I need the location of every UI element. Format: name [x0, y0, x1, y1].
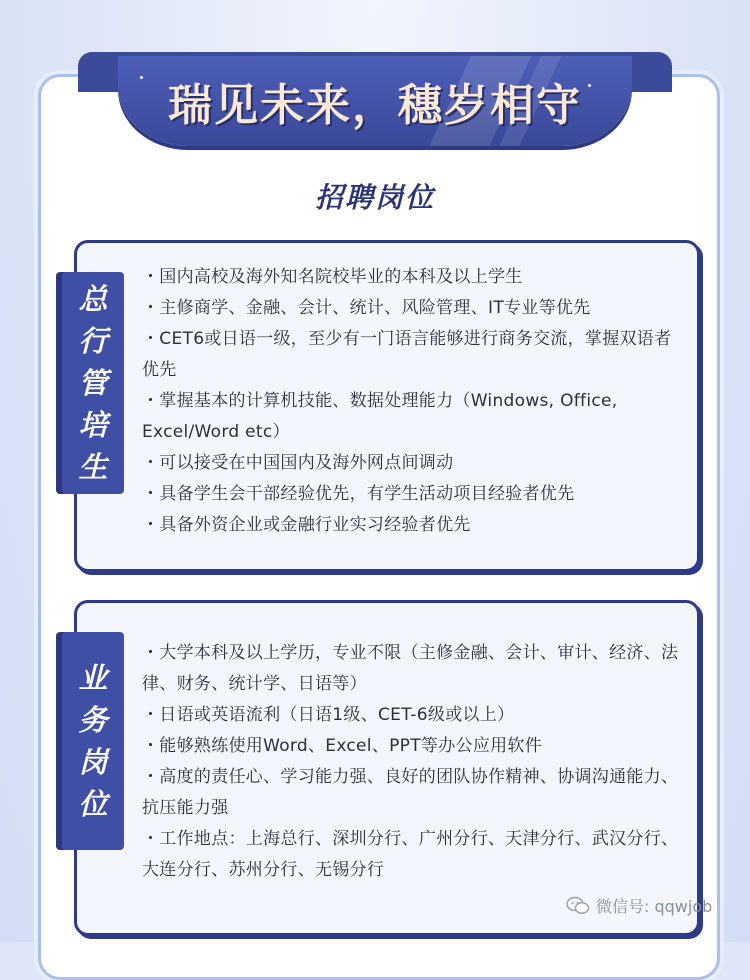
requirement-list — [142, 638, 682, 886]
section-title: 招聘岗位 — [314, 181, 435, 214]
watermark-text: 微信号: qqwjob — [596, 897, 713, 916]
requirement-item: ・高度的责任心、学习能力强、良好的团队协作精神、协调沟通能力、抗压能力强 — [142, 767, 679, 818]
tab-char: 业 — [78, 661, 108, 695]
requirement-item: ・大学本科及以上学历，专业不限（主修金融、会计、审计、经济、法律、财务、统计学、日语等） — [142, 643, 679, 694]
requirement-item: ・国内高校及海外知名院校毕业的本科及以上学生 — [142, 267, 523, 287]
requirement-item: ・具备学生会干部经验优先，有学生活动项目经验者优先 — [142, 484, 575, 504]
header-banner — [118, 56, 632, 146]
requirement-item: ・具备外资企业或金融行业实习经验者优先 — [142, 515, 471, 535]
requirement-item: ・掌握基本的计算机技能、数据处理能力（Windows, Office, Excel/Word etc） — [142, 391, 618, 442]
watermark — [566, 894, 712, 917]
tab-char: 总 — [78, 282, 108, 316]
requirement-item: ・工作地点：上海总行、深圳分行、广州分行、天津分行、武汉分行、大连分行、苏州分行、无锡分行 — [142, 829, 679, 880]
tab-char: 培 — [78, 408, 108, 442]
banner-title: 瑞见未来，穗岁相守 — [168, 80, 582, 131]
tab-char: 岗 — [78, 745, 108, 779]
position-tab-management-trainee — [62, 272, 124, 494]
requirement-item: ・CET6或日语一级，至少有一门语言能够进行商务交流，掌握双语者优先 — [142, 329, 672, 380]
requirement-list — [142, 262, 682, 541]
wechat-icon — [566, 896, 590, 916]
position-tab-business — [62, 632, 124, 850]
tab-char: 行 — [78, 324, 108, 358]
tab-char: 务 — [78, 703, 108, 737]
tab-char: 管 — [78, 366, 108, 400]
tab-char: 位 — [78, 787, 108, 821]
requirement-item: ・主修商学、金融、会计、统计、风险管理、IT专业等优先 — [142, 298, 591, 318]
requirement-item: ・可以接受在中国国内及海外网点间调动 — [142, 453, 454, 473]
requirement-item: ・日语或英语流利（日语1级、CET-6级或以上） — [142, 705, 515, 725]
tab-char: 生 — [78, 450, 108, 484]
requirement-item: ・能够熟练使用Word、Excel、PPT等办公应用软件 — [142, 736, 543, 756]
